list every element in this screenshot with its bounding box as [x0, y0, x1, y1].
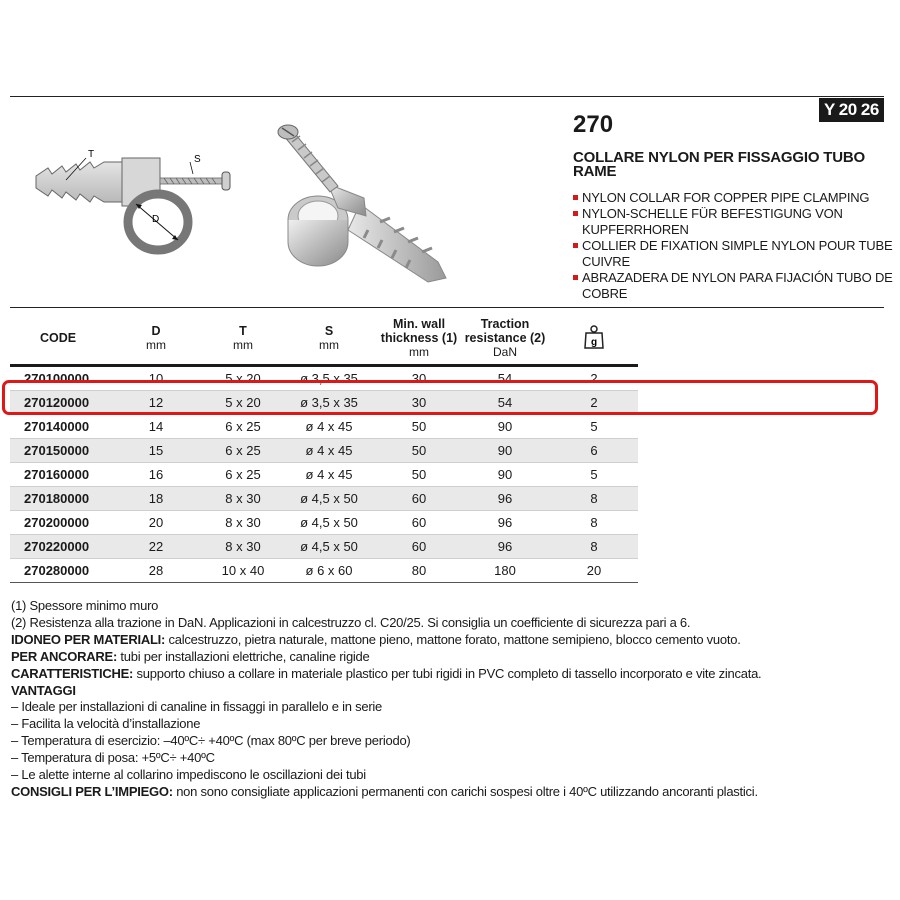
- cell-code: 270140000: [10, 415, 106, 439]
- cell-code: 270100000: [10, 366, 106, 391]
- header-d: D mm: [146, 324, 166, 352]
- cell-g: 2: [550, 366, 638, 391]
- cell-wall: 50: [378, 439, 460, 463]
- cell-g: 8: [550, 487, 638, 511]
- cell-code: 270160000: [10, 463, 106, 487]
- row-highlight: [2, 380, 878, 415]
- cell-code: 270220000: [10, 535, 106, 559]
- cell-code: 270280000: [10, 559, 106, 583]
- cell-s: ø 4 x 45: [280, 415, 378, 439]
- cell-traction: 96: [460, 511, 550, 535]
- note-vantaggi-heading: VANTAGGI: [11, 682, 76, 698]
- technical-diagram: [18, 140, 248, 280]
- cell-d: 22: [106, 535, 206, 559]
- cell-traction: 96: [460, 487, 550, 511]
- cell-t: 8 x 30: [206, 487, 280, 511]
- cell-wall: 50: [378, 415, 460, 439]
- cell-g: 8: [550, 511, 638, 535]
- cell-g: 2: [550, 391, 638, 415]
- note-consigli: CONSIGLI PER L’IMPIEGO: non sono consigliate applicazioni permanenti con carichi sospesi oltre i 40ºC utilizzando ancoranti plastici.: [11, 783, 758, 799]
- translation-de: NYLON-SCHELLE FÜR BEFESTIGUNG VON KUPFERRHOREN: [573, 206, 893, 238]
- cell-traction: 180: [460, 559, 550, 583]
- header-s: S mm: [319, 324, 339, 352]
- note-caratteristiche: CARATTERISTICHE: supporto chiuso a collare in materiale plastico per tubi rigidi in PVC completo di tassello incorporato e vite zincata.: [11, 665, 762, 681]
- header-rule: [10, 307, 884, 308]
- cell-g: 20: [550, 559, 638, 583]
- cell-wall: 60: [378, 535, 460, 559]
- cell-traction: 90: [460, 463, 550, 487]
- translation-list: [573, 190, 893, 302]
- cell-d: 28: [106, 559, 206, 583]
- cell-g: 5: [550, 463, 638, 487]
- translation-en: NYLON COLLAR FOR COPPER PIPE CLAMPING: [573, 190, 893, 206]
- note-2: (2) Resistenza alla trazione in DaN. Applicazioni in calcestruzzo cl. C20/25. Si consiglia un coefficiente di sicurezza pari a 6.: [11, 614, 691, 630]
- weight-unit: g: [590, 336, 598, 348]
- table-row: [10, 511, 638, 535]
- note-vantaggi-5: – Le alette interne al collarino impediscono le oscillazioni dei tubi: [11, 767, 366, 783]
- cell-s: ø 4,5 x 50: [280, 535, 378, 559]
- cell-wall: 30: [378, 391, 460, 415]
- page-code-badge: Y 20 26: [819, 98, 884, 122]
- notes-section: [11, 598, 891, 801]
- cell-wall: 80: [378, 559, 460, 583]
- note-vantaggi-3: – Temperatura di esercizio: –40ºC÷ +40ºC (max 80ºC per breve periodo): [11, 733, 411, 749]
- cell-t: 10 x 40: [206, 559, 280, 583]
- cell-code: 270150000: [10, 439, 106, 463]
- cell-s: ø 6 x 60: [280, 559, 378, 583]
- cell-s: ø 4 x 45: [280, 439, 378, 463]
- product-photo: [268, 112, 468, 302]
- note-vantaggi-1: – Ideale per installazioni di canaline in fissaggi in parallelo e in serie: [11, 699, 383, 715]
- cell-d: 10: [106, 366, 206, 391]
- header-t: T mm: [233, 324, 253, 352]
- cell-wall: 60: [378, 511, 460, 535]
- table-row: [10, 535, 638, 559]
- cell-s: ø 4,5 x 50: [280, 487, 378, 511]
- note-vantaggi-2: – Facilita la velocità d’installazione: [11, 716, 201, 732]
- label-s: S: [194, 154, 201, 165]
- cell-wall: 30: [378, 366, 460, 391]
- cell-code: 270180000: [10, 487, 106, 511]
- cell-wall: 50: [378, 463, 460, 487]
- product-number: 270: [573, 111, 614, 138]
- cell-d: 12: [106, 391, 206, 415]
- cell-code: 270120000: [10, 391, 106, 415]
- cell-s: ø 3,5 x 35: [280, 366, 378, 391]
- note-1: (1) Spessore minimo muro: [11, 598, 159, 613]
- cell-d: 15: [106, 439, 206, 463]
- cell-t: 6 x 25: [206, 415, 280, 439]
- cell-traction: 54: [460, 366, 550, 391]
- cell-wall: 60: [378, 487, 460, 511]
- weight-icon: [583, 324, 605, 350]
- header-wall: Min. wall thickness (1) mm: [380, 317, 458, 359]
- cell-d: 18: [106, 487, 206, 511]
- product-title: COLLARE NYLON PER FISSAGGIO TUBO RAME: [573, 149, 865, 180]
- label-t: T: [88, 149, 95, 160]
- table-row: [10, 559, 638, 583]
- header-code: CODE: [39, 331, 77, 345]
- note-vantaggi-4: – Temperatura di posa: +5ºC÷ +40ºC: [11, 750, 215, 766]
- cell-t: 8 x 30: [206, 535, 280, 559]
- cell-traction: 90: [460, 415, 550, 439]
- cell-t: 5 x 20: [206, 391, 280, 415]
- cell-t: 6 x 25: [206, 439, 280, 463]
- label-d: D: [152, 214, 160, 225]
- header-weight: [550, 312, 638, 366]
- translation-fr: COLLIER DE FIXATION SIMPLE NYLON POUR TUBE CUIVRE: [573, 238, 893, 270]
- table-row: [10, 415, 638, 439]
- cell-s: ø 3,5 x 35: [280, 391, 378, 415]
- cell-t: 5 x 20: [206, 366, 280, 391]
- cell-t: 6 x 25: [206, 463, 280, 487]
- cell-t: 8 x 30: [206, 511, 280, 535]
- table-header-row: [10, 312, 638, 366]
- note-ancorare: PER ANCORARE: tubi per installazioni elettriche, canaline rigide: [11, 648, 370, 664]
- cell-g: 6: [550, 439, 638, 463]
- cell-d: 14: [106, 415, 206, 439]
- header-traction: Traction resistance (2) DaN: [464, 317, 546, 359]
- table-row: [10, 463, 638, 487]
- table-row: [10, 439, 638, 463]
- translation-es: ABRAZADERA DE NYLON PARA FIJACIÓN TUBO DE COBRE: [573, 270, 893, 302]
- cell-s: ø 4,5 x 50: [280, 511, 378, 535]
- cell-d: 20: [106, 511, 206, 535]
- note-idoneo: IDONEO PER MATERIALI: calcestruzzo, pietra naturale, mattone pieno, mattone forato, mattone semipieno, blocco cemento vuoto.: [11, 631, 741, 647]
- cell-d: 16: [106, 463, 206, 487]
- cell-traction: 90: [460, 439, 550, 463]
- cell-traction: 54: [460, 391, 550, 415]
- top-rule: [10, 96, 884, 97]
- spec-table: [10, 312, 638, 583]
- cell-g: 5: [550, 415, 638, 439]
- cell-s: ø 4 x 45: [280, 463, 378, 487]
- cell-traction: 96: [460, 535, 550, 559]
- table-row: [10, 487, 638, 511]
- cell-code: 270200000: [10, 511, 106, 535]
- cell-g: 8: [550, 535, 638, 559]
